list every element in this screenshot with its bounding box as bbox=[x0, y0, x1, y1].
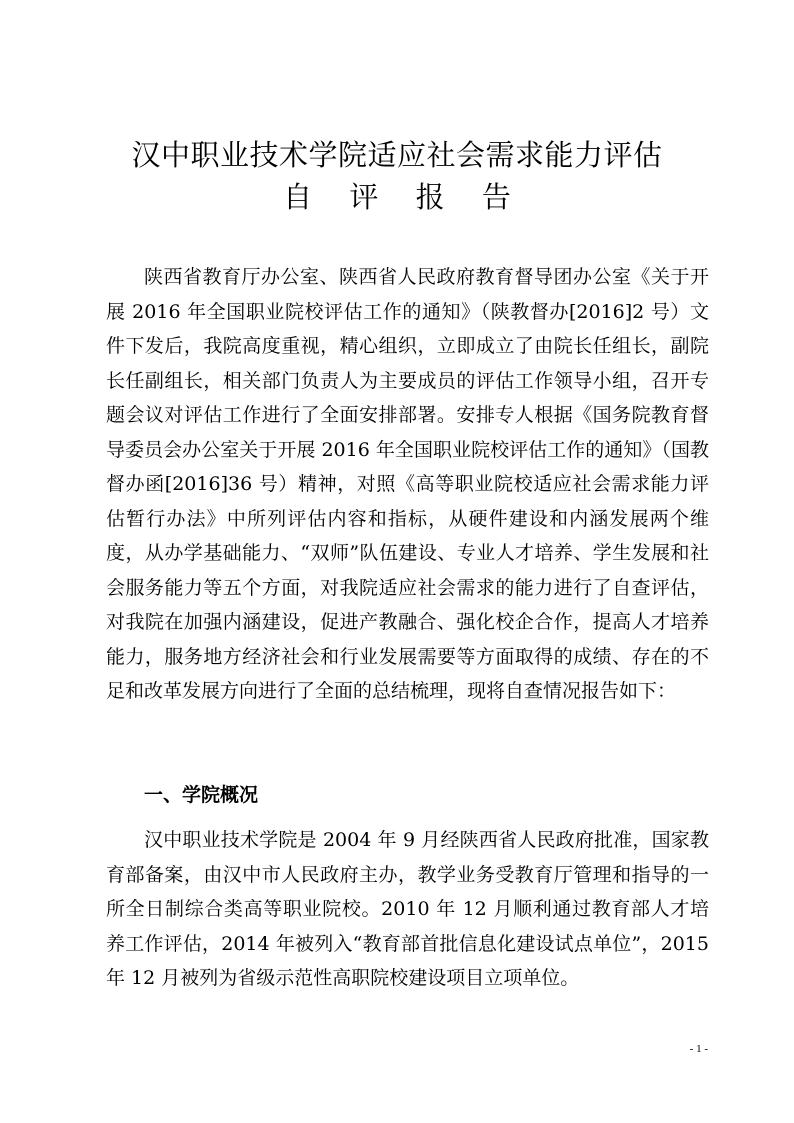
page-number: - 1 - bbox=[689, 1043, 708, 1055]
section-heading: 一、学院概况 bbox=[144, 784, 259, 806]
intro-paragraph: 陕西省教育厅办公室、陕西省人民政府教育督导团办公室《关于开展 2016 年全国职业院校评估工作的通知》（陕教督办[2016]2 号）文件下发后，我院高度重视，精心组织，立即成立了由院长任组长，副院长任副组长，相关部门负责人为主要成员的评估工作领导小组，召开专题会议对评估工作进行了全面安排部署。安排专人根据《国务院教育督导委员会办公室关于开展 2016 年全国职业院校评估工作的通知》（国教督办函[2016]36 号）精神，对照《高等职业院校适应社会需求能力评估暂行办法》中所列评估内容和指标，从硬件建设和内涵发展两个维度，从办学基础能力、“双师”队伍建设、专业人才培养、学生发展和社会服务能力等五个方面，对我院适应社会需求的能力进行了自查评估，对我院在加强内涵建设，促进产教融合、强化校企合作，提高人才培养能力，服务地方经济社会和行业发展需要等方面取得的成绩、存在的不足和改革发展方向进行了全面的总结梳理，现将自查情况报告如下： bbox=[106, 266, 709, 702]
document-subtitle: 自 评 报 告 bbox=[283, 180, 525, 214]
document-title: 汉中职业技术学院适应社会需求能力评估 bbox=[131, 138, 663, 172]
overview-paragraph: 汉中职业技术学院是 2004 年 9 月经陕西省人民政府批准，国家教育部备案，由汉中市人民政府主办，教学业务受教育厅管理和指导的一所全日制综合类高等职业院校。2010 年 12 月顺利通过教育部人才培养工作评估，2014 年被列入“教育部首批信息化建设试点单位”，2015 年 12 月被列为省级示范性高职院校建设项目立项单位。 bbox=[106, 829, 709, 989]
